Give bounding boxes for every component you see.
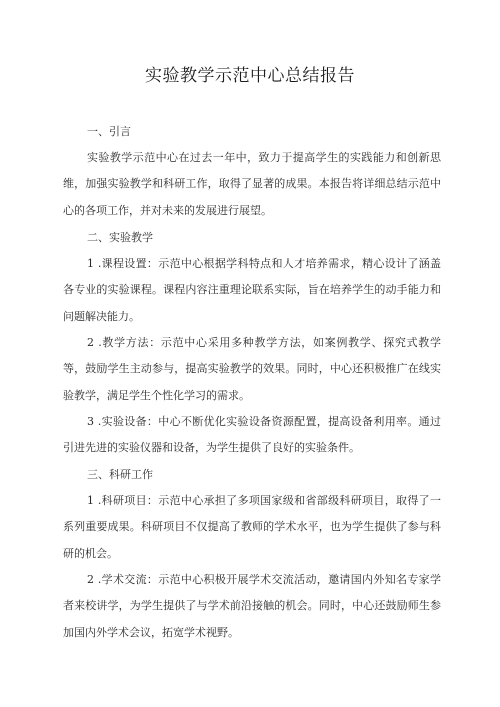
paragraph-course-setting: 1 .课程设置：示范中心根据学科特点和人才培养需求，精心设计了涵盖各专业的实验课程。课程内容注重理论联系实际，旨在培养学生的动手能力和问题解决能力。: [63, 257, 441, 323]
document-title: 实验教学示范中心总结报告: [145, 66, 355, 86]
section-heading-research-work: 三、科研工作: [87, 468, 153, 481]
paragraph-teaching-methods: 2 .教学方法：示范中心采用多种教学方法，如案例教学、探究式教学等，鼓励学生主动参与，提高实验教学的效果。同时，中心还积极推广在线实验教学，满足学生个性化学习的需求。: [63, 336, 441, 402]
paragraph-research-projects: 1 .科研项目：示范中心承担了多项国家级和省部级科研项目，取得了一系列重要成果。科研项目不仅提高了教师的学术水平，也为学生提供了参与科研的机会。: [63, 494, 441, 560]
paragraph-experimental-equipment: 3 .实验设备：中心不断优化实验设备资源配置，提高设备利用率。通过引进先进的实验仪器和设备，为学生提供了良好的实验条件。: [63, 415, 441, 455]
paragraph-academic-exchange: 2 .学术交流：示范中心积极开展学术交流活动，邀请国内外知名专家学者来校讲学，为学生提供了与学术前沿接触的机会。同时，中心还鼓励师生参加国内外学术会议，拓宽学术视野。: [63, 573, 441, 639]
section-heading-experimental-teaching: 二、实验教学: [87, 231, 153, 244]
section-heading-introduction: 一、引言: [87, 125, 131, 138]
paragraph-introduction: 实验教学示范中心在过去一年中，致力于提高学生的实践能力和创新思维，加强实验教学和科研工作，取得了显著的成果。本报告将详细总结示范中心的各项工作，并对未来的发展进行展望。: [63, 151, 441, 217]
